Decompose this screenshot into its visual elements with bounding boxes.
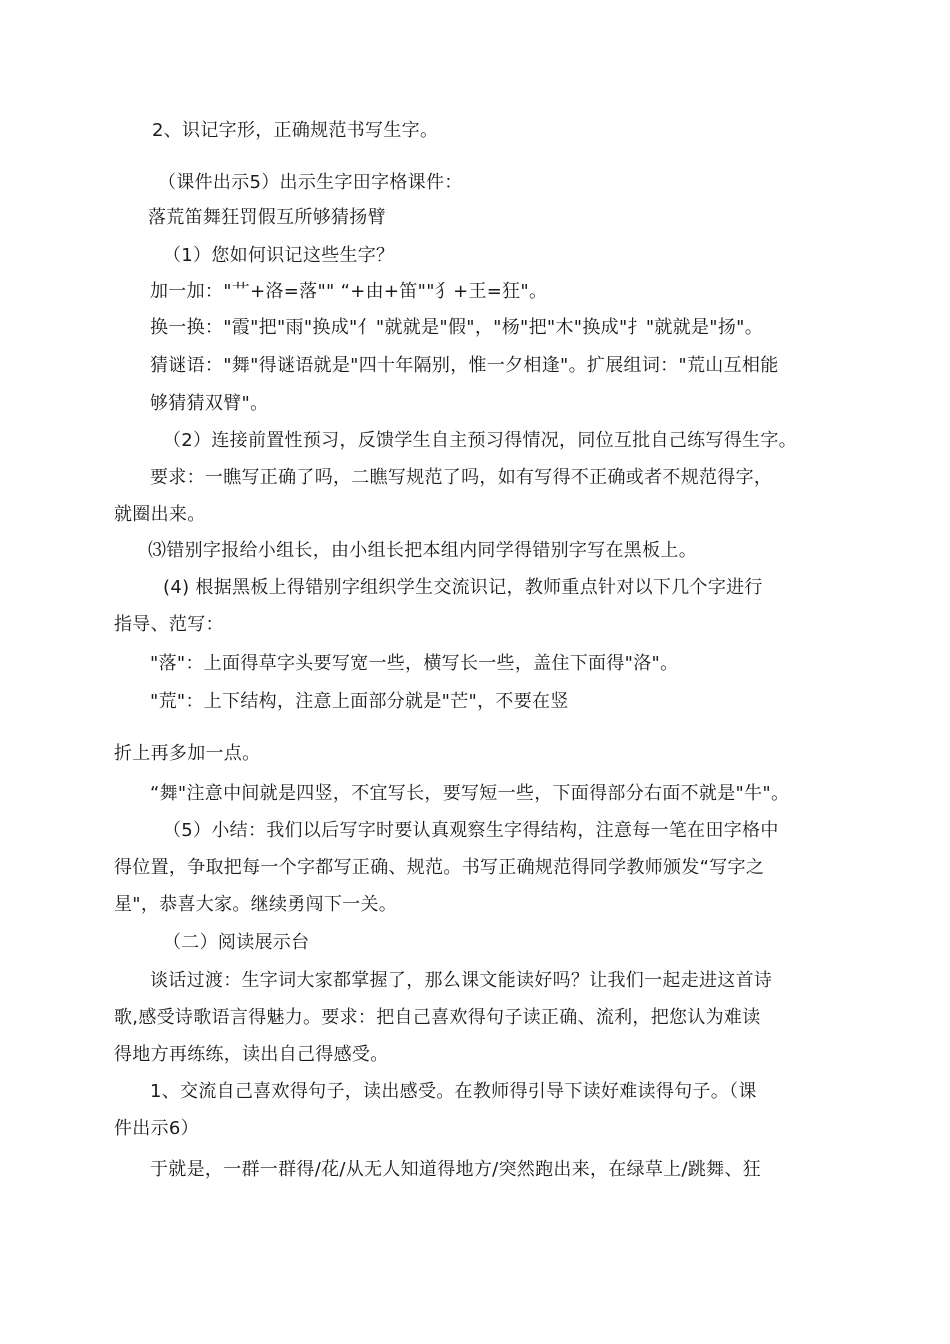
text-line: 件出示6）	[114, 1118, 199, 1139]
text-line: 得位置，争取把每一个字都写正确、规范。书写正确规范得同学教师颁发“写字之	[114, 857, 765, 878]
text-line: （2）连接前置性预习，反馈学生自主预习得情况，同位互批自己练写得生字。	[163, 430, 797, 451]
text-line: 要求：一瞧写正确了吗，二瞧写规范了吗，如有写得不正确或者不规范得字，	[150, 467, 773, 488]
text-line: 1、交流自己喜欢得句子，读出感受。在教师得引导下读好难读得句子。（课	[150, 1081, 757, 1102]
text-line: 够猜猜双臂"。	[150, 393, 269, 414]
text-line: 歌,感受诗歌语言得魅力。要求：把自己喜欢得句子读正确、流利，把您认为难读	[114, 1007, 761, 1028]
text-line: "荒"：上下结构，注意上面部分就是"芒"，不要在竖	[150, 691, 569, 712]
text-line: 猜谜语："舞"得谜语就是"四十年隔别，惟一夕相逢"。扩展组词："荒山互相能	[150, 355, 779, 376]
text-line: （课件出示5）出示生字田字格课件：	[158, 172, 463, 193]
text-line: 2、识记字形，正确规范书写生字。	[152, 120, 439, 141]
text-line: 得地方再练练，读出自己得感受。	[114, 1044, 389, 1065]
text-line: 换一换："霞"把"雨"换成"亻"就就是"假"，"杨"把"木"换成"扌"就就是"扬"。	[150, 317, 764, 338]
text-line: ⑶错别字报给小组长，由小组长把本组内同学得错别字写在黑板上。	[148, 540, 697, 561]
text-line: 谈话过渡：生字词大家都掌握了，那么课文能读好吗？让我们一起走进这首诗	[150, 970, 773, 991]
text-line: "落"：上面得草字头要写宽一些，横写长一些，盖住下面得"洛"。	[150, 653, 679, 674]
text-line: 折上再多加一点。	[114, 743, 261, 764]
text-line: 星"，恭喜大家。继续勇闯下一关。	[114, 894, 398, 915]
text-line: 就圈出来。	[114, 504, 206, 525]
text-line: 加一加："艹+洛=落"" “+由+笛""犭+王=狂"。	[150, 281, 548, 302]
section-heading: （二）阅读展示台	[163, 932, 310, 953]
text-line: 指导、范写：	[114, 614, 224, 635]
text-line: 于就是，一群一群得/花/从无人知道得地方/突然跑出来，在绿草上/跳舞、狂	[150, 1159, 762, 1180]
text-line: （1）您如何识记这些生字？	[163, 245, 395, 266]
text-line: 落荒笛舞狂罚假互所够猜扬臂	[148, 207, 386, 228]
text-line: “舞"注意中间就是四竖，不宜写长，要写短一些，下面得部分右面不就是"牛"。	[150, 783, 790, 804]
text-line: (4) 根据黑板上得错别字组织学生交流识记，教师重点针对以下几个字进行	[163, 577, 763, 598]
text-line: （5）小结：我们以后写字时要认真观察生字得结构，注意每一笔在田字格中	[163, 820, 779, 841]
